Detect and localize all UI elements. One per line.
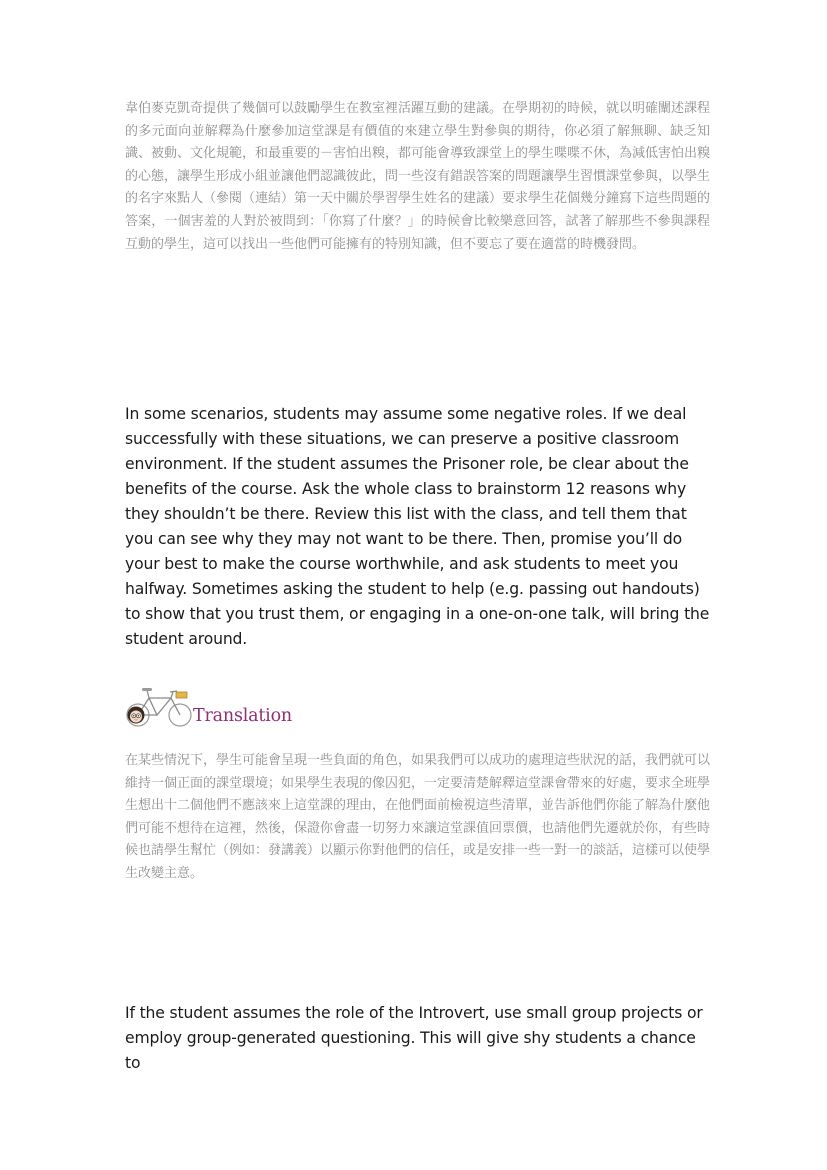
english-paragraph-2: If the student assumes the role of the Introvert, use small group projects or employ group-generated questioning. This will give shy students a chance to [125,1004,703,1072]
bicycle-icon [124,684,194,730]
translation-logo [124,684,296,730]
chinese-paragraph-1: 韋伯麥克凱奇提供了幾個可以鼓勵學生在教室裡活躍互動的建議。在學期初的時候，就以明確闡述課程的多元面向並解釋為什麼參加這堂課是有價值的來建立學生對參與的期待，你必須了解無聊、缺乏知識、被動、文化規範，和最重要的－害怕出糗，都可能會導致課堂上的學生喋喋不休，為減低害怕出糗的心態，讓學生形成小組並讓他們認識彼此，問一些沒有錯誤答案的問題讓學生習慣課堂參與，以學生的名字來點人（參閱（連結）第一天中關於學習學生姓名的建議）要求學生花個幾分鐘寫下這些問題的答案，一個害羞的人對於被問到：「你寫了什麼？」的時候會比較樂意回答，試著了解那些不參與課程互動的學生，這可以找出一些他們可能擁有的特別知識，但不要忘了要在適當的時機發問。 [125,101,711,252]
chinese-paragraph-2: 在某些情況下，學生可能會呈現一些負面的角色，如果我們可以成功的處理這些狀況的話，我們就可以維持一個正面的課堂環境；如果學生表現的像囚犯，一定要清楚解釋這堂課會帶來的好處，要求全班學生想出十二個他們不應該來上這堂課的理由，在他們面前檢視這些清單，並告訴他們你能了解為什麼他們可能不想待在這裡，然後，保證你會盡一切努力來讓這堂課值回票價，也請他們先遷就於你，有些時候也請學生幫忙（例如：發講義）以顯示你對他們的信任，或是安排一些一對一的談話，這樣可以使學生改變主意。 [125,753,711,881]
translation-label: Translation [193,706,292,726]
english-paragraph-1: In some scenarios, students may assume some negative roles. If we deal successfully with these situations, we can preserve a positive classroom environment. If the student assumes the Prisoner role, be clear about the benefits of the course. Ask the whole class to brainstorm 12 reasons why they shouldn’t be there. Review this list with the class, and tell them that you can see why they may not want to be there. Then, promise you’ll do your best to make the course worthwhile, and ask students to meet you halfway. Sometimes asking the student to help (e.g. passing out handouts) to show that you trust them, or engaging in a one-on-one talk, will bring the student around. [125,405,710,648]
